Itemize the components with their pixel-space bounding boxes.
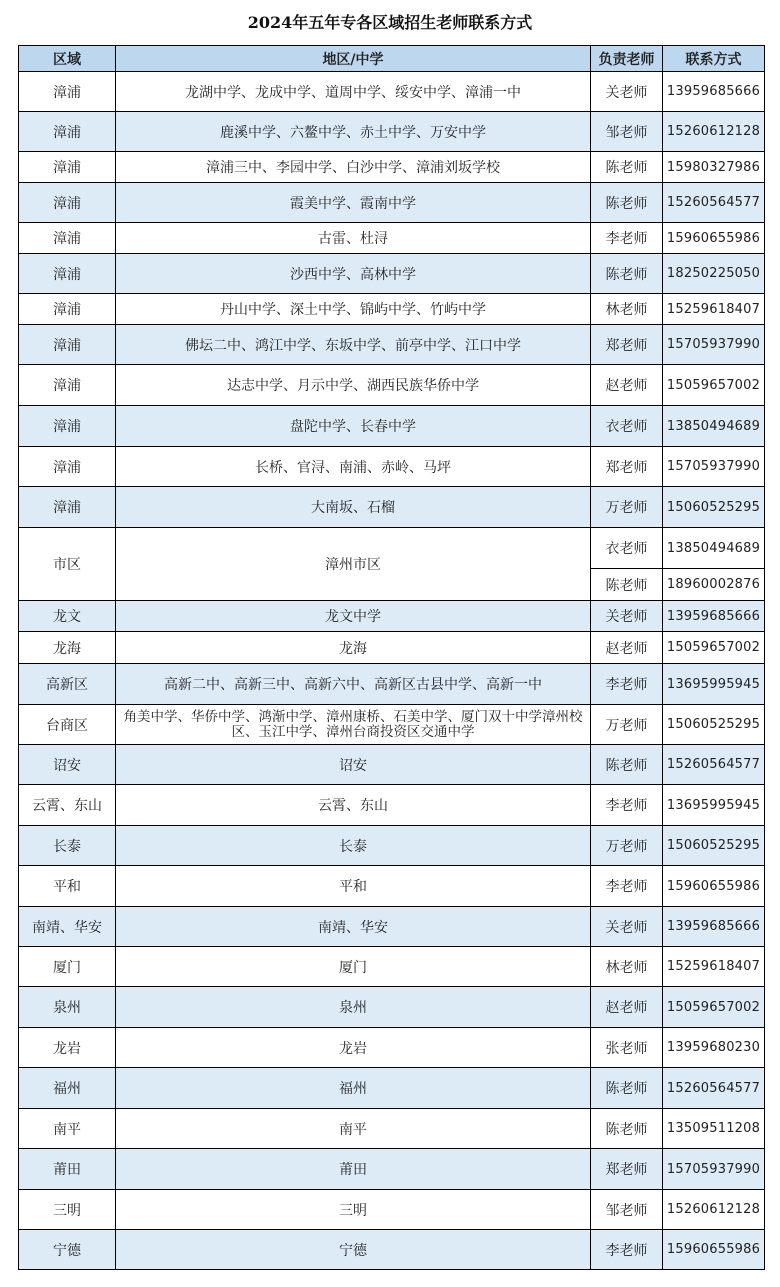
- region-cell: 泉州: [19, 987, 116, 1028]
- phone-cell: 15960655986: [663, 223, 765, 254]
- teacher-cell: 衣老师: [591, 528, 663, 569]
- region-cell: 厦门: [19, 947, 116, 987]
- teacher-cell: 关老师: [591, 907, 663, 947]
- table-row: [19, 223, 765, 254]
- phone-cell: 15260612128: [663, 112, 765, 152]
- schools-cell: 平和: [116, 866, 591, 907]
- table-row: [19, 1109, 765, 1149]
- header-row: [19, 46, 765, 72]
- region-cell: 莆田: [19, 1149, 116, 1190]
- schools-cell: 漳浦三中、李园中学、白沙中学、漳浦刘坂学校: [116, 152, 591, 183]
- phone-cell: 15059657002: [663, 365, 765, 406]
- phone-cell: 15060525295: [663, 826, 765, 866]
- table-row: [19, 601, 765, 632]
- teacher-cell: 李老师: [591, 1230, 663, 1270]
- region-cell: 漳浦: [19, 487, 116, 528]
- header-region: 区域: [19, 46, 116, 72]
- teacher-cell: 陈老师: [591, 254, 663, 294]
- teacher-cell: 李老师: [591, 223, 663, 254]
- phone-cell: 15980327986: [663, 152, 765, 183]
- table-row: [19, 664, 765, 705]
- table-row: [19, 1028, 765, 1068]
- phone-cell: 13850494689: [663, 528, 765, 569]
- table-row: [19, 785, 765, 826]
- phone-cell: 15260564577: [663, 745, 765, 785]
- phone-cell: 13850494689: [663, 406, 765, 447]
- schools-cell: 丹山中学、深土中学、锦屿中学、竹屿中学: [116, 294, 591, 325]
- phone-cell: 15705937990: [663, 325, 765, 365]
- schools-cell: 龙岩: [116, 1028, 591, 1068]
- region-cell: 长泰: [19, 826, 116, 866]
- region-cell: 福州: [19, 1068, 116, 1109]
- table-row: [19, 632, 765, 664]
- teacher-cell: 林老师: [591, 294, 663, 325]
- phone-cell: 15259618407: [663, 294, 765, 325]
- teacher-cell: 邹老师: [591, 1190, 663, 1230]
- schools-cell: 盘陀中学、长春中学: [116, 406, 591, 447]
- region-cell: 漳浦: [19, 152, 116, 183]
- teacher-cell: 陈老师: [591, 569, 663, 601]
- region-cell: 台商区: [19, 705, 116, 745]
- teacher-cell: 赵老师: [591, 632, 663, 664]
- phone-cell: 15260564577: [663, 183, 765, 223]
- phone-cell: 15060525295: [663, 487, 765, 528]
- teacher-cell: 李老师: [591, 866, 663, 907]
- teacher-cell: 郑老师: [591, 1149, 663, 1190]
- schools-cell: 漳州市区: [116, 528, 591, 601]
- teacher-cell: 陈老师: [591, 152, 663, 183]
- phone-cell: 13695995945: [663, 785, 765, 826]
- table-row: [19, 528, 765, 569]
- phone-cell: 15059657002: [663, 987, 765, 1028]
- table-row: [19, 745, 765, 785]
- region-cell: 漳浦: [19, 223, 116, 254]
- schools-cell: 角美中学、华侨中学、鸿渐中学、漳州康桥、石美中学、厦门双十中学漳州校区、玉江中学、漳州台商投资区交通中学: [116, 705, 591, 745]
- teacher-cell: 李老师: [591, 664, 663, 705]
- schools-cell: 长泰: [116, 826, 591, 866]
- schools-cell: 福州: [116, 1068, 591, 1109]
- phone-cell: 13959685666: [663, 907, 765, 947]
- region-cell: 漳浦: [19, 325, 116, 365]
- table-row: [19, 487, 765, 528]
- table-row: [19, 947, 765, 987]
- region-cell: 漳浦: [19, 365, 116, 406]
- header-contact: 联系方式: [663, 46, 765, 72]
- schools-cell: 三明: [116, 1190, 591, 1230]
- teacher-cell: 陈老师: [591, 1109, 663, 1149]
- table-row: [19, 1149, 765, 1190]
- region-cell: 漳浦: [19, 72, 116, 112]
- teacher-cell: 张老师: [591, 1028, 663, 1068]
- contact-table: [18, 45, 765, 1270]
- schools-cell: 龙湖中学、龙成中学、道周中学、绥安中学、漳浦一中: [116, 72, 591, 112]
- phone-cell: 15960655986: [663, 1230, 765, 1270]
- table-row: [19, 907, 765, 947]
- teacher-cell: 关老师: [591, 72, 663, 112]
- region-cell: 漳浦: [19, 447, 116, 487]
- phone-cell: 18960002876: [663, 569, 765, 601]
- table-row: [19, 1230, 765, 1270]
- table-row: [19, 1190, 765, 1230]
- teacher-cell: 李老师: [591, 785, 663, 826]
- table-row: [19, 254, 765, 294]
- region-cell: 诏安: [19, 745, 116, 785]
- region-cell: 云霄、东山: [19, 785, 116, 826]
- phone-cell: 15260612128: [663, 1190, 765, 1230]
- table-body: [19, 72, 765, 1270]
- teacher-cell: 万老师: [591, 487, 663, 528]
- teacher-cell: 陈老师: [591, 1068, 663, 1109]
- table-row: [19, 365, 765, 406]
- table-row: [19, 183, 765, 223]
- phone-cell: 15059657002: [663, 632, 765, 664]
- schools-cell: 南平: [116, 1109, 591, 1149]
- schools-cell: 泉州: [116, 987, 591, 1028]
- phone-cell: 15060525295: [663, 705, 765, 745]
- region-cell: 宁德: [19, 1230, 116, 1270]
- schools-cell: 古雷、杜浔: [116, 223, 591, 254]
- schools-cell: 诏安: [116, 745, 591, 785]
- teacher-cell: 关老师: [591, 601, 663, 632]
- region-cell: 漳浦: [19, 183, 116, 223]
- region-cell: 平和: [19, 866, 116, 907]
- region-cell: 三明: [19, 1190, 116, 1230]
- phone-cell: 18250225050: [663, 254, 765, 294]
- region-cell: 漳浦: [19, 254, 116, 294]
- teacher-cell: 万老师: [591, 705, 663, 745]
- region-cell: 南平: [19, 1109, 116, 1149]
- header-teacher: 负责老师: [591, 46, 663, 72]
- phone-cell: 15705937990: [663, 1149, 765, 1190]
- region-cell: 漳浦: [19, 294, 116, 325]
- table-row: [19, 1068, 765, 1109]
- teacher-cell: 郑老师: [591, 325, 663, 365]
- region-cell: 南靖、华安: [19, 907, 116, 947]
- phone-cell: 13509511208: [663, 1109, 765, 1149]
- schools-cell: 南靖、华安: [116, 907, 591, 947]
- schools-cell: 佛坛二中、鸿江中学、东坂中学、前亭中学、江口中学: [116, 325, 591, 365]
- teacher-cell: 邹老师: [591, 112, 663, 152]
- teacher-cell: 陈老师: [591, 745, 663, 785]
- table-row: [19, 406, 765, 447]
- schools-cell: 宁德: [116, 1230, 591, 1270]
- table-row: [19, 826, 765, 866]
- teacher-cell: 赵老师: [591, 987, 663, 1028]
- table-row: [19, 72, 765, 112]
- phone-cell: 15260564577: [663, 1068, 765, 1109]
- schools-cell: 沙西中学、高林中学: [116, 254, 591, 294]
- schools-cell: 鹿溪中学、六鳌中学、赤土中学、万安中学: [116, 112, 591, 152]
- phone-cell: 15960655986: [663, 866, 765, 907]
- region-cell: 龙海: [19, 632, 116, 664]
- schools-cell: 大南坂、石榴: [116, 487, 591, 528]
- schools-cell: 云霄、东山: [116, 785, 591, 826]
- schools-cell: 龙海: [116, 632, 591, 664]
- table-row: [19, 705, 765, 745]
- schools-cell: 龙文中学: [116, 601, 591, 632]
- region-cell: 漳浦: [19, 406, 116, 447]
- schools-cell: 霞美中学、霞南中学: [116, 183, 591, 223]
- region-cell: 市区: [19, 528, 116, 601]
- teacher-cell: 林老师: [591, 947, 663, 987]
- teacher-cell: 衣老师: [591, 406, 663, 447]
- schools-cell: 高新二中、高新三中、高新六中、高新区古县中学、高新一中: [116, 664, 591, 705]
- phone-cell: 13959685666: [663, 601, 765, 632]
- region-cell: 龙文: [19, 601, 116, 632]
- schools-cell: 长桥、官浔、南浦、赤岭、马坪: [116, 447, 591, 487]
- phone-cell: 13695995945: [663, 664, 765, 705]
- table-row: [19, 325, 765, 365]
- table-row: [19, 987, 765, 1028]
- teacher-cell: 万老师: [591, 826, 663, 866]
- region-cell: 龙岩: [19, 1028, 116, 1068]
- phone-cell: 15705937990: [663, 447, 765, 487]
- header-schools: 地区/中学: [116, 46, 591, 72]
- schools-cell: 达志中学、月示中学、湖西民族华侨中学: [116, 365, 591, 406]
- teacher-cell: 郑老师: [591, 447, 663, 487]
- phone-cell: 15259618407: [663, 947, 765, 987]
- teacher-cell: 赵老师: [591, 365, 663, 406]
- region-cell: 漳浦: [19, 112, 116, 152]
- phone-cell: 13959685666: [663, 72, 765, 112]
- table-row: [19, 112, 765, 152]
- schools-cell: 厦门: [116, 947, 591, 987]
- page-title: 2024年五年专各区域招生老师联系方式: [247, 13, 533, 32]
- table-row: [19, 294, 765, 325]
- table-row: [19, 152, 765, 183]
- teacher-cell: 陈老师: [591, 183, 663, 223]
- table-row: [19, 447, 765, 487]
- table-row: [19, 866, 765, 907]
- schools-cell: 莆田: [116, 1149, 591, 1190]
- phone-cell: 13959680230: [663, 1028, 765, 1068]
- region-cell: 高新区: [19, 664, 116, 705]
